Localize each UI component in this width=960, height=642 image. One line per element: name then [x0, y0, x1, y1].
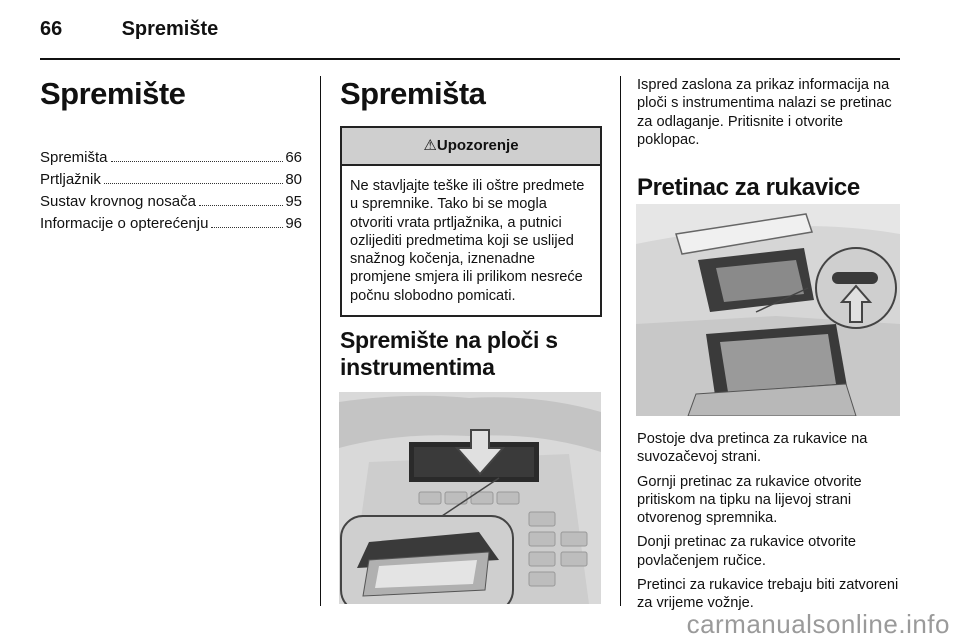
toc-leader: [211, 227, 283, 228]
subsection-title: Spremište na ploči s instrumentima: [340, 327, 558, 381]
toc-label: Informacije o opterećenju: [40, 215, 209, 232]
warning-box: [340, 126, 602, 317]
intro-paragraph: Ispred zaslona za prikaz informacija na ploči s instrumentima nalazi se pretinac za odlaganje. Pritisnite i otvorite poklopac.: [637, 77, 892, 148]
warning-title: Upozorenje: [436, 137, 519, 154]
watermark: carmanualsonline.info: [686, 609, 950, 639]
toc-leader: [199, 205, 283, 206]
toc-item[interactable]: [40, 147, 302, 169]
toc-leader: [111, 161, 284, 162]
warning-text: Ne stavljajte teške ili oštre predmete u spremnike. Tako bi se mogla otvoriti vrata prtljažnika, a putnici ozlijediti predmetima koji se uslijed snažnog kočenja, iznenadne promjene smjera ili prilikom nesreće počnu slobodno pomicati.: [350, 178, 585, 304]
toc-label: Spremišta: [40, 149, 108, 166]
glovebox-title: Pretinac za rukavice: [637, 174, 860, 202]
warning-header: [342, 128, 600, 166]
column-divider: [320, 76, 321, 606]
toc-label: Prtljažnik: [40, 171, 101, 188]
toc-label: Sustav krovnog nosača: [40, 193, 196, 210]
toc-item[interactable]: [40, 169, 302, 191]
section-title: Spremišta: [340, 76, 486, 111]
toc-item[interactable]: [40, 213, 302, 235]
glovebox-text: [637, 430, 899, 613]
header-rule: [40, 58, 900, 60]
toc-page: 95: [285, 193, 302, 210]
left-column: [40, 76, 302, 235]
middle-column: [340, 76, 602, 381]
toc-page: 96: [285, 215, 302, 232]
toc-item[interactable]: [40, 191, 302, 213]
right-column: [637, 76, 899, 202]
toc-page: 66: [285, 149, 302, 166]
paragraph: Pretinci za rukavice trebaju biti zatvoreni za vrijeme vožnje.: [637, 577, 899, 612]
column-divider: [620, 76, 621, 606]
table-of-contents: [40, 147, 302, 235]
paragraph: Donji pretinac za rukavice otvorite povlačenjem ručice.: [637, 534, 857, 569]
warning-icon: ⚠: [423, 137, 437, 154]
paragraph: Postoje dva pretinca za rukavice na suvozačevoj strani.: [637, 431, 868, 466]
glovebox-illustration: [636, 204, 900, 416]
chapter-title: Spremište: [40, 76, 186, 111]
instrument-panel-storage-illustration: [339, 392, 601, 604]
paragraph: Gornji pretinac za rukavice otvorite pritiskom na tipku na lijevoj strani otvorenog spremnika.: [637, 473, 862, 527]
header-title: Spremište: [121, 18, 219, 40]
toc-leader: [104, 183, 283, 184]
page-header: [40, 18, 218, 41]
toc-page: 80: [285, 171, 302, 188]
page-number: 66: [40, 18, 63, 40]
